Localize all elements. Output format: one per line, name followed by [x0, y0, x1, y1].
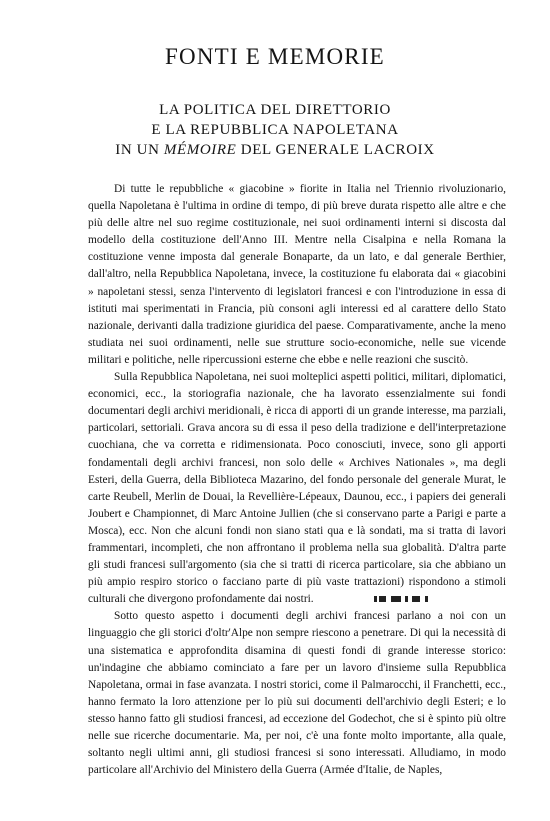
- article-title-line-2: E LA REPUBBLICA NAPOLETANA: [151, 122, 399, 138]
- article-body: [88, 181, 506, 779]
- paragraph-1: Di tutte le repubbliche « giacobine » fiorite in Italia nel Triennio rivoluzionario, quella Napoletana è l'ultima in ordine di tempo, di più breve durata rispetto alle altre e che più delle altre nel suo regime costituzionale, nei suoi ordinamenti interni si discosta dal modello della costituzione dell'Anno III. Mentre nella Cisalpina e nella Romana la costituzione venne imposta dal generale Bonaparte, da un lato, e dal generale Berthier, dall'altro, nella Repubblica Napoletana, invece, la costituzione fu elaborata dai « giacobini » napoletani stessi, senza l'intervento di legislatori francesi e con l'introduzione in essa di istituti mai sperimentati in Francia, più consoni agli interessi ed al carattere dello Stato nazionale, derivanti dalla tradizione giuridica del paese. Comparativamente, anche la meno studiata nei suoi ordinamenti, nelle sue strutture socio-economiche, nelle sue vicende militari e politiche, nelle ripercussioni esterne che ebbe e nelle reazioni che suscitò.: [88, 183, 506, 366]
- section-title: FONTI E MEMORIE: [165, 44, 385, 69]
- article-title-line-1: LA POLITICA DEL DIRETTORIO: [159, 102, 391, 118]
- article-title-italic: MÉMOIRE: [163, 142, 237, 158]
- print-mark: [374, 595, 430, 604]
- article-title-prefix: IN UN: [115, 142, 164, 158]
- article-title-suffix: DEL GENERALE LACROIX: [236, 142, 435, 158]
- paragraph-2-text: Sulla Repubblica Napoletana, nei suoi molteplici aspetti politici, militari, diplomatici, economici, ecc., la storiografia nazionale, che ha lavorato essenzialmente sui fondi documentari degli archivi meridionali, è ricca di apporti di un grande interesse, ma parziali, particolari, settoriali. Grava ancora su di essa il peso della tradizione e dell'interpretazione cuochiana, che va corretta e ridimensionata. Poco conosciuti, invece, sono gli apporti fondamentali degli archivi francesi, non solo delle « Archives Nationales », ma degli Esteri, della Guerra, della Biblioteca Mazarino, del fondo personale del generale Murat, le carte Reubell, Merlin de Douai, la Revellière-Lépeaux, Daunou, ecc., i papiers dei generali Joubert e Championnet, di Marc Antoine Jullien (che si conservano parte a Parigi e parte a Mosca), ecc. Non che alcuni fondi non siano stati qua e là sondati, ma si tratta di lavori frammentari, incompleti, che non affrontano il problema nella sua globalità. D'altra parte gli studi francesi sull'argomento (sia che si tratti di ricerca particolare, sia che abbiano un più ampio respiro storico o facciano parte di più vaste trattazioni) rispondono a stimoli culturali che divergono profondamente dai nostri.: [88, 371, 506, 606]
- paragraph-2: [88, 369, 506, 608]
- article-title: [60, 100, 490, 160]
- paragraph-3: Sotto questo aspetto i documenti degli archivi francesi parlano a noi con un linguaggio che gli storici d'oltr'Alpe non sempre riescono a penetrare. Di qui la necessità di una sistematica e approfondita disamina di questi fondi di grande interesse storico: un'indagine che abbiamo cominciato a fare per un lavoro d'insieme sulla Repubblica Napoletana, ormai in fase avanzata. I nostri storici, come il Palmarocchi, il Franchetti, ecc., hanno fermato la loro attenzione per lo più sui documenti dell'archivio degli Esteri; e lo stesso hanno fatto gli studiosi francesi, ad eccezione del Godechot, che si è spinto più oltre nelle sue ricerche documentarie. Ma, per noi, c'è una fonte molto importante, alla quale, soltanto negli ultimi anni, gli studiosi francesi si sono interessati. Alludiamo, in modo particolare all'Archivio del Ministero della Guerra (Armée d'Italie, de Naples,: [88, 610, 506, 777]
- article-title-line-3: [60, 140, 490, 160]
